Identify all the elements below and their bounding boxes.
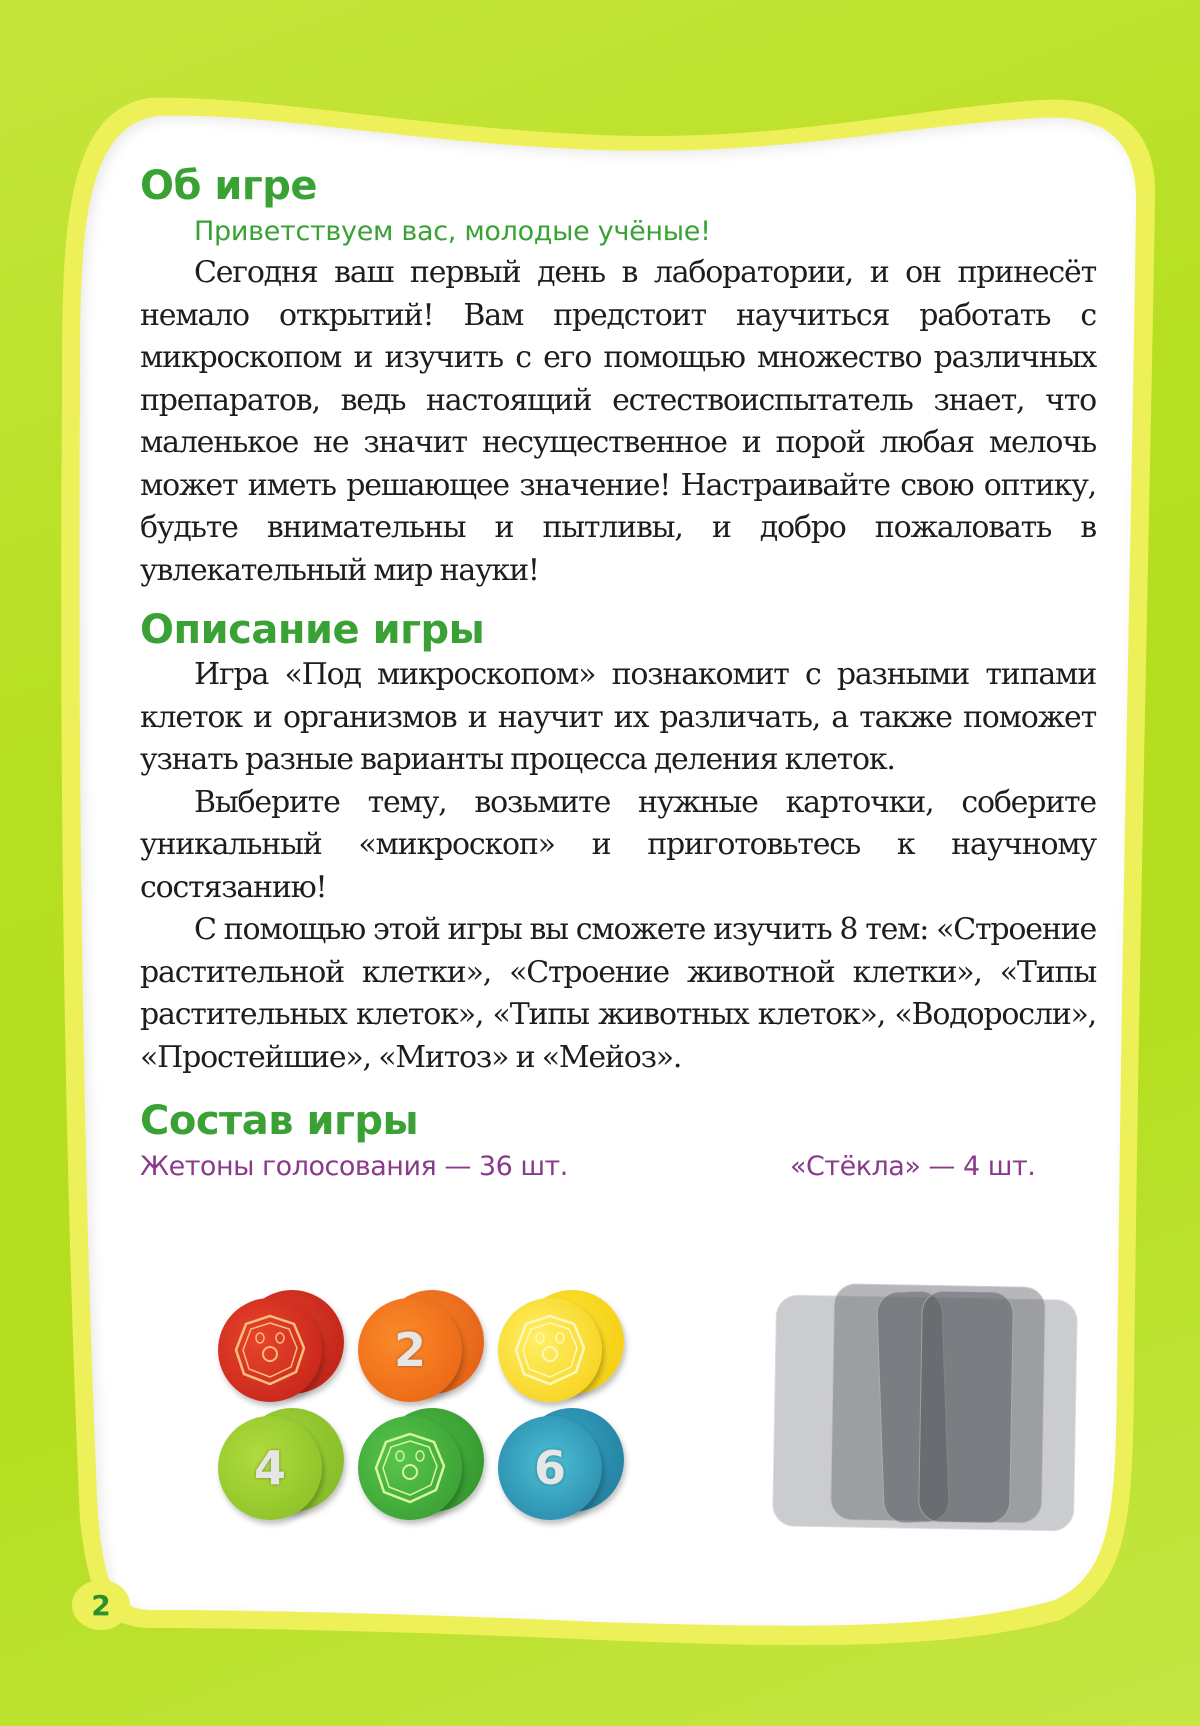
token-yellow — [498, 1290, 628, 1408]
token-lime — [218, 1408, 348, 1526]
glass-slides-illustration — [770, 1285, 1090, 1525]
tokens-label: Жетоны голосования — 36 шт. — [140, 1151, 568, 1182]
cell-icon — [230, 1310, 310, 1390]
cell-icon — [510, 1310, 590, 1390]
section-about — [140, 162, 1096, 592]
section-contents — [140, 1097, 1096, 1191]
description-paragraph-3: С помощью этой игры вы сможете изучить 8 тем: «Строение растительной клетки», «Строение животной клетки», «Типы растительных клеток», «Типы животных клеток», «Водоросли», «Простейшие», «Митоз» и «Мейоз». — [140, 912, 1096, 1075]
token-red — [218, 1290, 348, 1408]
token-number: 2 — [393, 1323, 426, 1377]
token-orange — [358, 1290, 488, 1408]
token-number: 6 — [533, 1441, 566, 1495]
token-blue — [498, 1408, 628, 1526]
voting-tokens-illustration — [218, 1290, 638, 1530]
description-paragraph-2: Выберите тему, возьмите нужные карточки, соберите уникальный «микроскоп» и приготовьтесь к научному состязанию! — [140, 784, 1096, 905]
contents-title: Состав игры — [140, 1098, 419, 1144]
about-title: Об игре — [140, 163, 318, 209]
components-labels — [140, 1147, 1096, 1191]
cell-icon — [370, 1428, 450, 1508]
token-number: 4 — [253, 1441, 286, 1495]
token-green — [358, 1408, 488, 1526]
section-description — [140, 606, 1096, 1079]
description-title: Описание игры — [140, 607, 485, 653]
glasses-label: «Стёкла» — 4 шт. — [790, 1151, 1036, 1182]
page-content — [140, 162, 1096, 1191]
glass-slide — [918, 1290, 1014, 1524]
about-paragraph: Сегодня ваш первый день в лаборатории, и он принесёт немало открытий! Вам предстоит научиться работать с микроскопом и изучить с его помощью множество различных препаратов, ведь настоящий естествоиспытатель знает, что маленькое не значит несущественное и порой любая мелочь может иметь решающее значение! Настраивайте свою оптику, будьте внимательны и пытливы, и добро пожаловать в увлекательный мир науки! — [140, 255, 1096, 588]
page-number: 2 — [72, 1580, 130, 1630]
description-paragraph-1: Игра «Под микроскопом» познакомит с разными типами клеток и организмов и научит их различать, а также поможет узнать разные варианты процесса деления клеток. — [140, 657, 1096, 777]
about-greeting: Приветствуем вас, молодые учёные! — [194, 216, 711, 247]
